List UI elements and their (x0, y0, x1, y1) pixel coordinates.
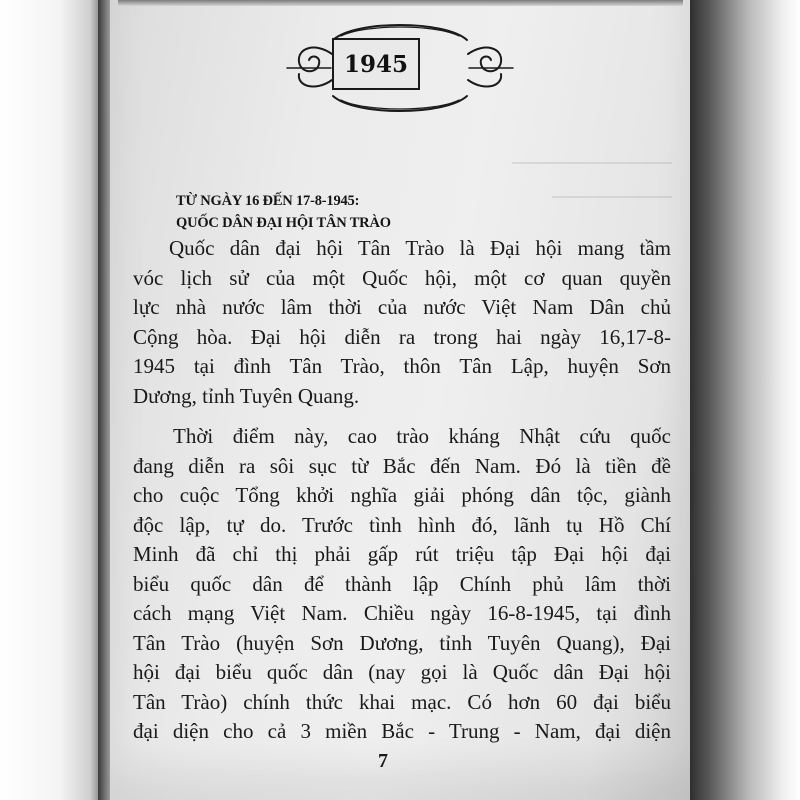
background-left (0, 0, 105, 800)
text-line: độc lập, tự do. Trước tình hình đó, lãnh tụ Hồ Chí (133, 512, 671, 537)
text-line: 1945 tại đình Tân Trào, thôn Tân Lập, huyện Sơn (133, 354, 671, 378)
section-heading (176, 190, 391, 234)
paragraph-1 (133, 234, 671, 411)
text-line: Tân Trào (huyện Sơn Dương, tỉnh Tuyên Quang), Đại (133, 630, 671, 655)
chapter-year: 1945 (332, 38, 420, 90)
text-line: Tân Trào) chính thức khai mạc. Có hơn 60 đại biểu (133, 689, 671, 714)
background-right (688, 0, 800, 800)
page-number: 7 (378, 750, 388, 772)
text-line: đại diện cho cả 3 miền Bắc - Trung - Nam, đại diện (133, 719, 671, 743)
text-line: vóc lịch sử của một Quốc hội, một cơ quan quyền (133, 265, 671, 290)
page-top-edge (118, 0, 683, 6)
text-line: cho cuộc Tổng khởi nghĩa giải phóng dân tộc, giành (133, 483, 671, 507)
section-heading-line-1: TỪ NGÀY 16 ĐẾN 17-8-1945: (176, 193, 360, 209)
text-line: hội đại biểu quốc dân (nay gọi là Quốc dân Đại hội (133, 660, 671, 684)
show-through-line (512, 162, 672, 164)
text-line: đang diễn ra sôi sục từ Bắc đến Nam. Đó là tiền đề (133, 453, 671, 478)
section-heading-line-2: QUỐC DÂN ĐẠI HỘI TÂN TRÀO (176, 215, 391, 231)
text-line: cách mạng Việt Nam. Chiều ngày 16-8-1945, tại đình (133, 601, 671, 625)
text-line: Thời điểm này, cao trào kháng Nhật cứu quốc (173, 424, 671, 448)
text-line: Cộng hòa. Đại hội diễn ra trong hai ngày 16,17-8- (133, 324, 671, 349)
text-line: lực nhà nước lâm thời của nước Việt Nam Dân chủ (133, 295, 671, 319)
text-line: Quốc dân đại hội Tân Trào là Đại hội mang tầm (169, 236, 671, 260)
show-through-line (552, 196, 672, 198)
body-text (133, 234, 671, 747)
paragraph-2 (133, 422, 671, 747)
text-line: biểu quốc dân để thành lập Chính phủ lâm thời (133, 571, 671, 596)
text-line: Minh đã chỉ thị phải gấp rút triệu tập Đại hội đại (133, 542, 671, 566)
book-spine (98, 0, 110, 800)
text-line: Dương, tỉnh Tuyên Quang. (133, 383, 360, 408)
